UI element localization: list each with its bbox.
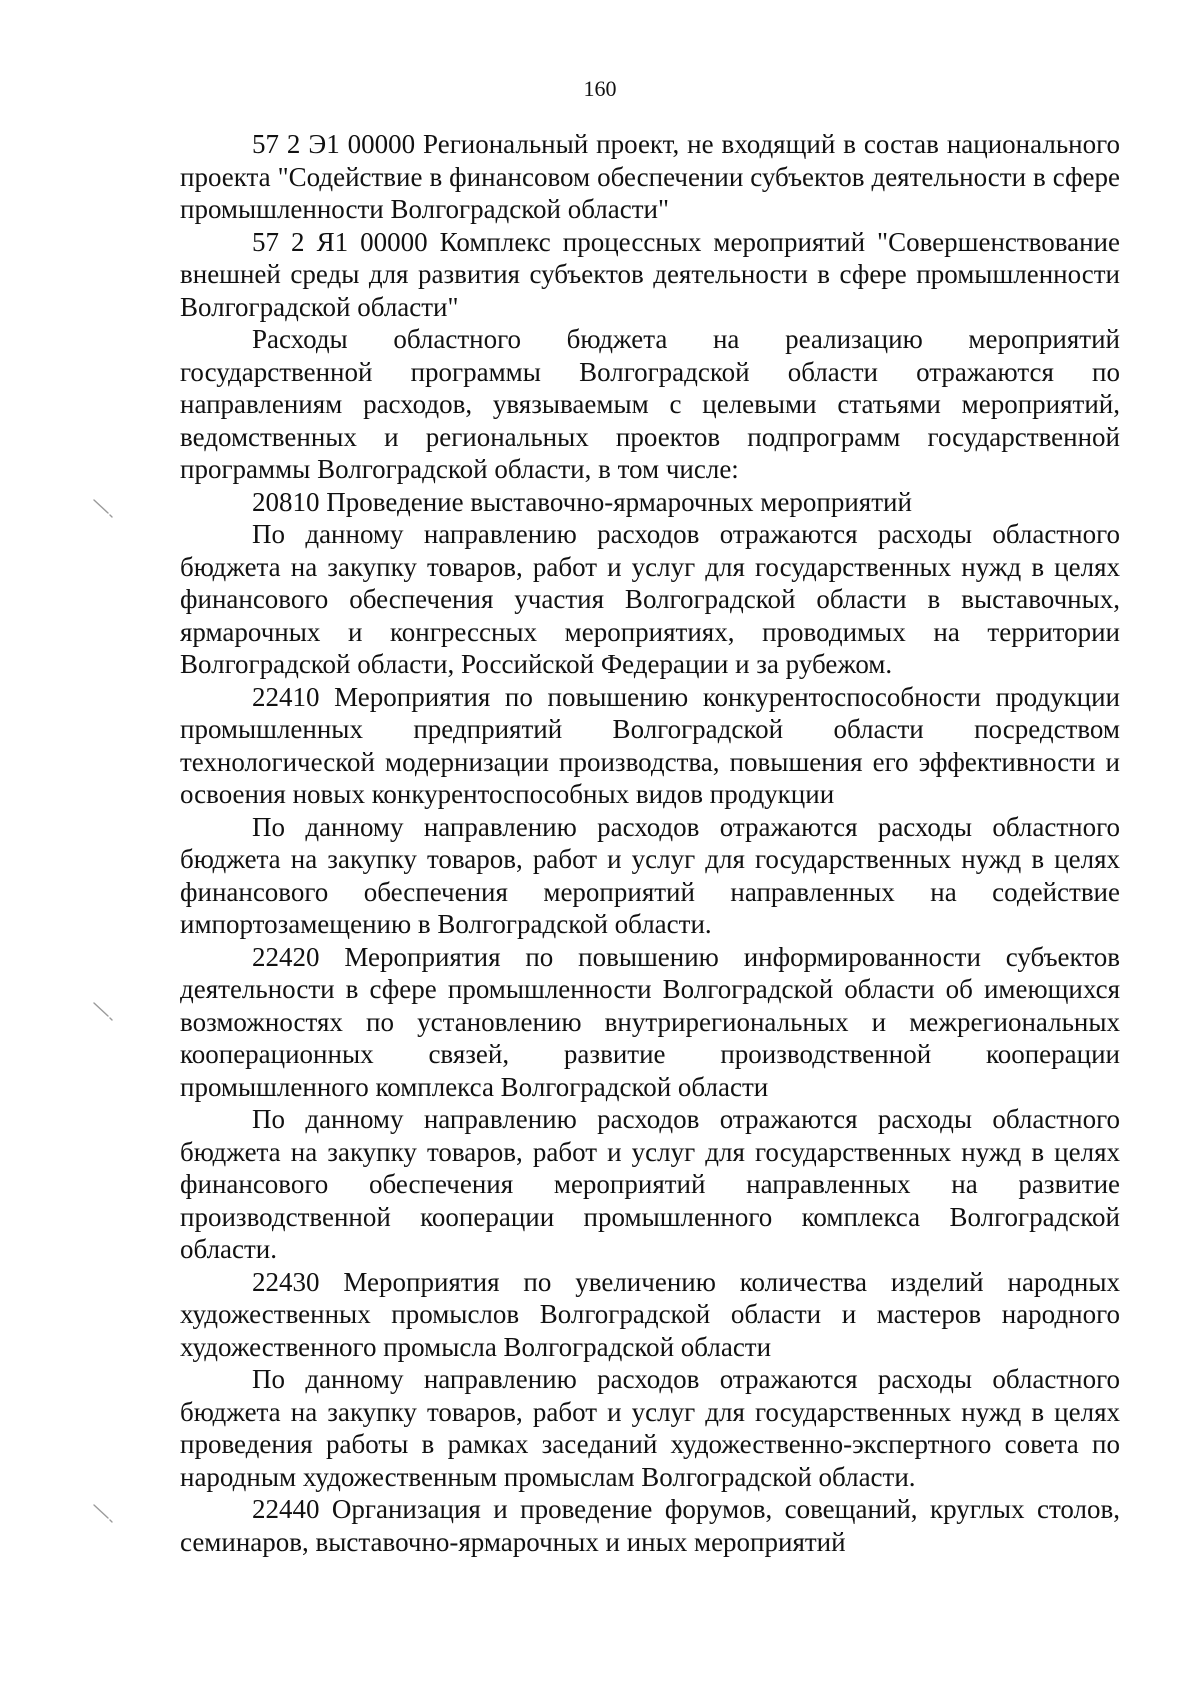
paragraph-heading-20810: 20810 Проведение выставочно-ярмарочных мероприятий <box>252 486 912 517</box>
paragraph-heading-22420: 22420 Мероприятия по повышению информированности субъектов деятельности в сфере промышленности Волгоградской области об имеющихся возможностях по установлению внутрирегиональных и межрегиональных кооперационных связей, развитие производственной кооперации промышленного комплекса Волгоградской области <box>180 941 1120 1102</box>
paragraph-heading-22440: 22440 Организация и проведение форумов, совещаний, круглых столов, семинаров, выставочно-ярмарочных и иных мероприятий <box>180 1494 1120 1557</box>
paragraph-expenses-intro: Расходы областного бюджета на реализацию мероприятий государственной программы Волгоградской области отражаются по направлениям расходов, увязываемым с целевыми статьями мероприятий, ведомственных и региональных проектов подпрограмм государственной программы Волгоградской области, в том числе: <box>180 324 1120 484</box>
scan-mark <box>92 1503 116 1525</box>
paragraph-20810-description: По данному направлению расходов отражаются расходы областного бюджета на закупку товаров, работ и услуг для государственных нужд в целях финансового обеспечения участия Волгоградской области в выставочных, ярмарочных и конгрессных мероприятиях, проводимых на территории Волгоградской области, Российской Федерации и за рубежом. <box>180 519 1120 679</box>
document-body <box>180 128 1120 1558</box>
paragraph-22420-description: По данному направлению расходов отражаются расходы областного бюджета на закупку товаров, работ и услуг для государственных нужд в целях финансового обеспечения мероприятий направленных на развитие производственной кооперации промышленного комплекса Волгоградской области. <box>180 1104 1120 1264</box>
paragraph-22430-description: По данному направлению расходов отражаются расходы областного бюджета на закупку товаров, работ и услуг для государственных нужд в целях проведения работы в рамках заседаний художественно-экспертного совета по народным художественным промыслам Волгоградской области. <box>180 1364 1120 1492</box>
paragraph-22410-description: По данному направлению расходов отражаются расходы областного бюджета на закупку товаров, работ и услуг для государственных нужд в целях финансового обеспечения мероприятий направленных на содействие импортозамещению в Волгоградской области. <box>180 811 1120 939</box>
paragraph-project-e1: 57 2 Э1 00000 Региональный проект, не входящий в состав национального проекта "Содействие в финансовом обеспечении субъектов деятельности в сфере промышленности Волгоградской области" <box>180 129 1120 224</box>
paragraph-complex-ya1: 57 2 Я1 00000 Комплекс процессных мероприятий "Совершенствование внешней среды для развития субъектов деятельности в сфере промышленности Волгоградской области" <box>180 226 1120 322</box>
paragraph-heading-22430: 22430 Мероприятия по увеличению количества изделий народных художественных промыслов Волгоградской области и мастеров народного художественного промысла Волгоградской области <box>180 1266 1120 1362</box>
scan-mark <box>92 1001 116 1023</box>
scan-mark <box>92 498 116 520</box>
paragraph-heading-22410: 22410 Мероприятия по повышению конкурентоспособности продукции промышленных предприятий Волгоградской области посредством технологической модернизации производства, повышения его эффективности и освоения новых конкурентоспособных видов продукции <box>180 681 1120 809</box>
page-number: 160 <box>583 76 617 101</box>
